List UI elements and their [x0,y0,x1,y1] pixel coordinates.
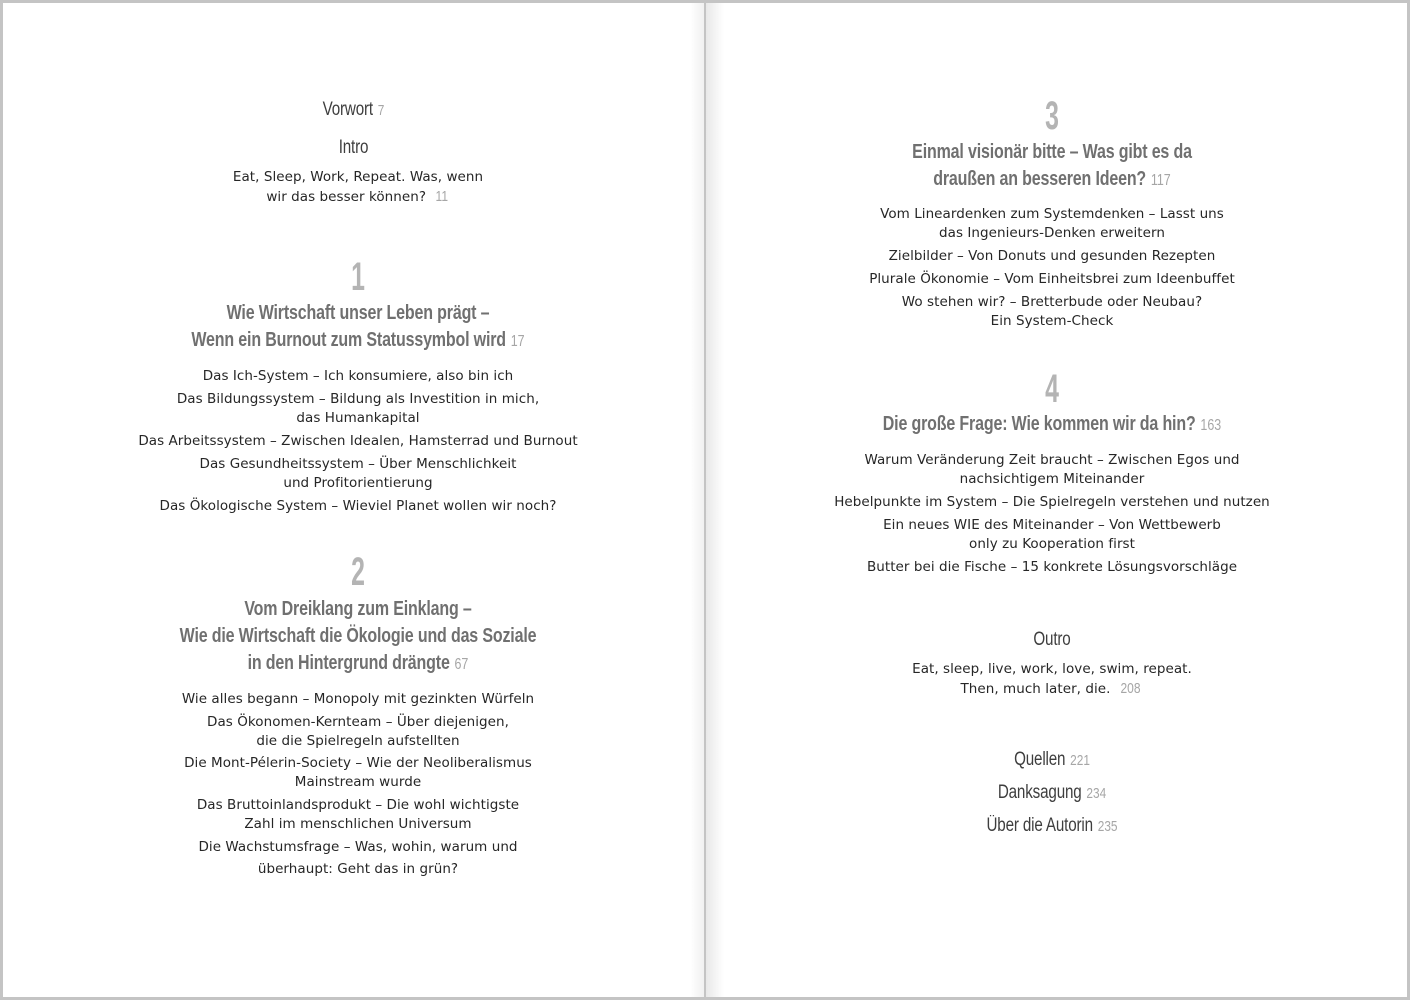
toc-outro[interactable] [775,629,1329,651]
chapter-4-section-1[interactable] [706,451,1398,489]
chapter-4-section-4[interactable] [706,558,1398,577]
chapter-2-section-5[interactable] [3,838,704,879]
toc-outro-line-2: Then, much later, die. [960,681,1111,697]
chapter-2-section-1-line-1: Wie alles begann – Monopoly mit gezinkten Würfeln [181,691,535,707]
chapter-4-section-3-line-2: only zu Kooperation first [969,536,1135,552]
chapter-2-number: 2 [351,550,365,594]
chapter-3-section-1-line-2: das Ingenieurs-Denken erweitern [939,225,1165,241]
chapter-2-title-line-2: Wie die Wirtschaft die Ökologie und das Soziale [179,625,537,647]
toc-autorin[interactable] [775,815,1329,837]
chapter-2-section-3[interactable] [3,754,704,792]
chapter-1-section-4[interactable] [3,455,704,493]
chapter-2-section-2[interactable] [3,713,704,751]
toc-vorwort-title: Vorwort [322,99,373,120]
chapter-2-title-line-3: in den Hintergrund drängte [247,652,450,674]
chapter-1-section-3[interactable] [3,432,704,451]
toc-vorwort-page: 7 [377,103,385,119]
chapter-2-section-4-line-1: Das Bruttoinlandsprodukt – Die wohl wichtigste [196,797,520,813]
chapter-3-title-line-2: draußen an besseren Ideen? [933,168,1147,190]
toc-outro-line-1: Eat, sleep, live, work, love, swim, repeat. [912,661,1192,677]
chapter-1-section-4-line-1: Das Gesundheitssystem – Über Menschlichkeit [199,456,517,472]
chapter-1-section-4-line-2: und Profitorientierung [283,475,433,491]
chapter-1-section-5-line-1: Das Ökologische System – Wieviel Planet wollen wir noch? [159,498,557,514]
toc-danksagung-page: 234 [1086,786,1107,802]
chapter-1-section-1-line-1: Das Ich-System – Ich konsumiere, also bin ich [202,368,514,384]
toc-intro-line-2: wir das besser können? [266,189,427,205]
chapter-1-section-2[interactable] [3,390,704,428]
chapter-3-section-2-line-1: Zielbilder – Von Donuts und gesunden Rezepten [888,248,1216,264]
chapter-2-title[interactable] [74,596,642,678]
chapter-2-section-5-line-2: überhaupt: Geht das in grün? [257,861,459,877]
chapter-3-section-3[interactable] [706,270,1398,289]
chapter-1-section-1[interactable] [3,367,704,386]
chapter-3-section-1-line-1: Vom Lineardenken zum Systemdenken – Lasst uns [880,206,1224,222]
chapter-4-section-1-line-2: nachsichtigem Miteinander [959,471,1145,487]
chapter-4-section-3[interactable] [706,516,1398,554]
toc-autorin-title: Über die Autorin [986,815,1093,836]
chapter-2-section-2-line-2: die die Spielregeln aufstellten [256,733,460,749]
chapter-2-section-3-line-1: Die Mont-Pélerin-Society – Wie der Neoliberalismus [184,755,532,771]
left-page [3,3,704,997]
chapter-1-number: 1 [351,255,365,299]
chapter-4-title[interactable] [775,411,1329,439]
toc-outro-entry[interactable] [706,660,1398,699]
toc-intro-title: Intro [338,137,369,158]
toc-danksagung-title: Danksagung [997,782,1082,803]
chapter-3-number: 3 [1045,94,1059,138]
toc-quellen-page: 221 [1070,753,1090,769]
chapter-4-section-2-line-1: Hebelpunkte im System – Die Spielregeln verstehen und nutzen [834,494,1270,510]
toc-quellen-title: Quellen [1014,749,1066,770]
chapter-4-page: 163 [1200,417,1222,434]
chapter-2-title-line-1: Vom Dreiklang zum Einklang – [244,598,472,620]
toc-danksagung[interactable] [775,782,1329,804]
chapter-1-section-5[interactable] [3,497,704,516]
chapter-4-section-4-line-1: Butter bei die Fische – 15 konkrete Lösungsvorschläge [866,559,1238,575]
chapter-1-section-3-line-1: Das Arbeitssystem – Zwischen Idealen, Hamsterrad und Burnout [138,433,578,449]
toc-vorwort[interactable] [73,99,634,121]
chapter-3-section-4-line-2: Ein System-Check [990,313,1114,329]
toc-autorin-page: 235 [1097,819,1118,835]
toc-intro-line-1: Eat, Sleep, Work, Repeat. Was, wenn [232,169,484,185]
chapter-2-section-5-line-1: Die Wachstumsfrage – Was, wohin, warum und [198,839,518,855]
chapter-3-section-3-line-1: Plurale Ökonomie – Vom Einheitsbrei zum Ideenbuffet [869,271,1235,287]
toc-quellen[interactable] [775,749,1329,771]
chapter-1-title-line-1: Wie Wirtschaft unser Leben prägt – [226,302,490,324]
chapter-3-page: 117 [1150,172,1171,189]
chapter-3-section-4-line-1: Wo stehen wir? – Bretterbude oder Neubau? [901,294,1203,310]
chapter-3-section-2[interactable] [706,247,1398,266]
chapter-2-page: 67 [454,656,469,673]
chapter-2-section-4-line-2: Zahl im menschlichen Universum [244,816,472,832]
chapter-2-section-2-line-1: Das Ökonomen-Kernteam – Über diejenigen, [207,714,509,730]
chapter-3-title[interactable] [775,139,1329,194]
chapter-1-section-2-line-2: das Humankapital [296,410,420,426]
chapter-2-section-4[interactable] [3,796,704,834]
chapter-4-number: 4 [1045,367,1059,411]
toc-outro-page: 208 [1120,680,1142,697]
chapter-3-title-line-1: Einmal visionär bitte – Was gibt es da [912,141,1192,163]
chapter-1-title-line-2: Wenn ein Burnout zum Statussymbol wird [191,329,506,351]
chapter-4-section-1-line-1: Warum Veränderung Zeit braucht – Zwischen Egos und [864,452,1240,468]
chapter-4-title-line-1: Die große Frage: Wie kommen wir da hin? [882,413,1196,435]
chapter-3-section-1[interactable] [706,205,1398,243]
chapter-2-section-3-line-2: Mainstream wurde [294,774,422,790]
chapter-4-section-3-line-1: Ein neues WIE des Miteinander – Von Wettbewerb [883,517,1221,533]
toc-intro-entry[interactable] [3,168,704,207]
chapter-1-page: 17 [510,333,525,350]
chapter-2-section-1[interactable] [3,690,704,709]
toc-intro-page: 11 [435,188,449,205]
right-page [706,3,1407,997]
chapter-1-section-2-line-1: Das Bildungssystem – Bildung als Investition in mich, [176,391,540,407]
toc-outro-title: Outro [1033,629,1071,650]
toc-intro[interactable] [73,137,634,159]
chapter-4-section-2[interactable] [706,493,1398,512]
chapter-3-section-4[interactable] [706,293,1398,331]
chapter-1-title[interactable] [74,300,642,355]
